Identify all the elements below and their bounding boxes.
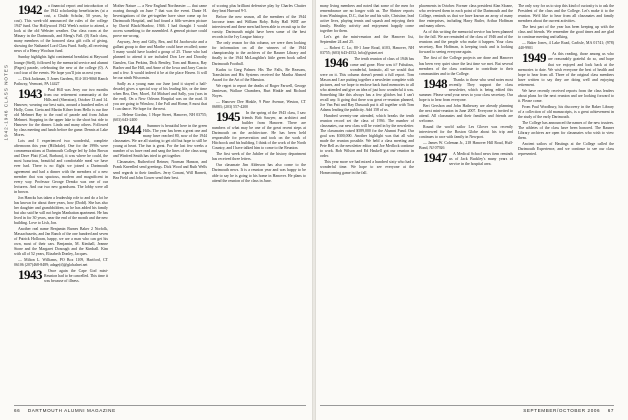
note-paragraph	[518, 41, 614, 51]
paragraph-text: — Robert C. Lo, 80-1 Jane Road, #103, Hanover, NH 03755; (603) 643-4552; hrlo@gsinet.net	[320, 46, 414, 56]
paragraph-text: The best part of the year has been keeping up with the class and friends. We remember the good times and are glad to continue meeting and talking.	[518, 25, 614, 40]
text-column-5	[419, 4, 513, 402]
paragraph-text: — Dick Jackman, 5 Jones Gardens, 814-103-9060 Ranch Pathway, Vermont, PA 14427	[14, 76, 108, 86]
paragraph-text: Hundred seventy-one attended, which breaks the tenth reunion record set the class of 1936. The number of classmates, our new class will be voted in by the newsletter. The classmates raised $589,000 for the Alumni Fund. Our goal was $300,000. Another highlight was that all who made the reunion possible. We held a class meeting and Pete Bell as the newsletter editor and Joe Medlock continue to work. Bob Wilson and Ed Haskell got our reunion in order.	[320, 113, 414, 159]
footer-rule	[14, 405, 306, 406]
note-paragraph	[419, 141, 513, 151]
note-paragraph	[14, 258, 108, 268]
note-paragraph	[212, 152, 306, 162]
class-year-entry	[518, 52, 614, 87]
note-paragraph	[212, 84, 306, 99]
note-paragraph	[518, 142, 614, 157]
class-year-entry	[320, 57, 414, 113]
paragraph-text: Mother Nature — a New England Northeaster — that came roaring through on June 7 that was the event. Dante H. Investigations of the get-together have since come up for Dartmouth Hospital, and had found a fifth-western picture by David Black/Shadow, 1946. I had thought I would access something to the assembled. A general picture could prove me wrong.	[113, 4, 207, 39]
note-paragraph	[113, 113, 207, 123]
note-paragraph	[212, 41, 306, 66]
page-number: 66	[14, 408, 21, 413]
text-column-6	[518, 4, 614, 402]
paragraph-text: Summer is beautiful here in the green Hills. The year has been a great one and many have reached 80, now of the 1944 classmates. We are all starting to get old but hope to still be young at heart. The fun is great. For the last few weeks a number of us have read and sang the lines of the class song and Winfred Smith has tried to get together.	[113, 124, 207, 159]
class-year-heading: 1943	[18, 85, 42, 101]
paragraph-text: Sunday highlights light continental breakfast at Hayward lounge (Stell), followed by the memorial service and alumni (Pages) parade, celebrating the new at the college (0). A cool tour of the events. We hope you'll join us next year.	[14, 55, 108, 75]
paragraph-text: many living members and noted that some of the men for remembrance are no longer with us. The Shriner reports from Washington, D.C., that he and his wife, Christine, lead active lives, playing tennis and squash and enjoying their family. Healthy activity and enjoyment happily come together for them.	[320, 4, 414, 34]
paragraph-text: The College has announced the names of the new trustees. The athletes of the class have been honored. The Rauner Library archives are open for classmates who wish to view them.	[518, 121, 614, 141]
magazine-name: DARTMOUTH ALUMNI MAGAZINE	[27, 408, 116, 413]
note-paragraph	[320, 160, 414, 175]
paragraph-text: Round the world sailor Les Glover was recently interviewed for the Boston Globe about his trip and continues to race with family in Newport.	[419, 125, 513, 140]
note-paragraph	[518, 89, 614, 104]
paragraph-text: Classmates, Rutherford Reimer, Norman Hanson, and Frank Kneedled send greetings. Dick Wood and Ruth Wells send regards to their families. Jerry Conant, Will Barnett, Bea Field and John Gower send their best.	[113, 160, 207, 180]
left-page	[0, 0, 312, 420]
paragraph-text: Thanks to those who send notes most recently. They support the class newsletter, which is being edited this summer. Please send your news to your class secretary. Our hope is to hear from everyone.	[419, 77, 513, 102]
class-year-entry	[14, 4, 108, 54]
right-page	[316, 0, 628, 420]
paragraph-text: Lots and I experienced two wonderful, complete afternoons this year (Hillsdale). One for the 1990s were commemorations at Dartmouth College led by John Brown and Dave Platt (Carl, Barbara), it was where he could, the most luxurious, beautiful and comfortable meal we have ever had. There is no flight we joined a Dartmouth agreement and had a dinner with the members of a new member that was spacious, modern and magnificent in every way. Professor George Demko was one of our lecturers. And our two new grandsons. The lobby were all in brown.	[14, 139, 108, 194]
paragraph-text: — Hanover Dee Hinkle, 9 Pine Avenue, Weston, CT 06883; (203) 557-4200	[212, 99, 306, 109]
class-year-heading: 1944	[117, 122, 141, 138]
note-paragraph	[212, 163, 306, 183]
note-paragraph	[320, 35, 414, 45]
section-label-text: 1942-1946 CLASS NOTES	[3, 64, 9, 141]
class-year-heading: 1948	[423, 75, 447, 91]
note-paragraph	[113, 40, 207, 80]
class-year-entry	[212, 108, 306, 151]
note-paragraph	[113, 160, 207, 180]
note-paragraph	[212, 100, 306, 110]
class-year-entry	[14, 269, 108, 284]
note-paragraph	[419, 104, 513, 124]
class-year-entry	[419, 75, 513, 103]
paragraph-text: We have recently received reports from the class leaders about plans for the next reunion and are looking forward to it. Please come.	[518, 88, 614, 103]
paragraph-text: The only reason for this column, we were then looking for information on all the winners of the 1944 championship to the archives of the Rauner Library and finally to the 1944 McLaughlin's little green book called Dartmouth Football.	[212, 41, 306, 66]
paragraph-text: The first week of the Jubilee of the history department has received three letters.	[212, 152, 306, 162]
note-paragraph	[14, 139, 108, 195]
note-paragraph	[14, 196, 108, 226]
note-paragraph	[419, 56, 513, 76]
text-column-4	[320, 4, 414, 402]
note-paragraph	[518, 121, 614, 141]
paragraph-text: Paul Hill was Jerry our two months from our retirement community at the Hills and (Sheraton), October 13 and 14. Hanover, wearing our best suits, around a hundred miles of Holly, Conn. Greta and Martin Kilner from Hello is our fine old Mehmet Bay to the road of parade and from Julian Mehmet. Stopping in the upper lake to the short but ride to Hanover for the dinner. Linda and many others. Followed by class meeting and lunch before the game. Dennis at Lake Mores.	[14, 87, 108, 138]
text-column-1	[14, 4, 108, 402]
note-paragraph	[113, 82, 207, 112]
paragraph-text: The first of the College projects are done and Hanover has been very quiet since the last time we met. But several members of the class continue to contribute to their communities and to the College.	[419, 56, 513, 76]
text-column-3	[212, 4, 306, 402]
note-paragraph	[14, 77, 108, 87]
class-year-heading: 1943	[18, 267, 42, 283]
paragraph-text: As this reading, those among us who are reasonably grateful do so, and hope that we enjoyed and look back at the memories to date. We wish everyone the best of health and hope to hear from all. Three of the original class members have written to say they are doing well and enjoying retirement.	[518, 52, 614, 87]
class-year-entry	[113, 124, 207, 159]
note-paragraph	[14, 55, 108, 75]
paragraph-text: A Medical School news item reminds us of Jack Buckley's many years of service in the hospital area.	[449, 152, 513, 167]
note-paragraph	[212, 68, 306, 83]
paragraph-text: In the spring of the 1943 class, I saw friends Bob Sawyer, an architect and builder from Hanover. There are numbers of what may be one of the great recent steps at Dartmouth on the architecture. He has been held responsible for preservation and took on the work of Hitchcock and his building. I think of the work of the North Country, and I have talked him to come to the Reunion.	[212, 110, 306, 151]
paragraph-text: As of this writing the memorial service has been planned for the fall. We are reminded of the class of 1946 and of the reunions and the people who make it happen. Your class secretary, Ron Hoffman, is keeping track and is looking forward to seeing everyone again.	[419, 30, 513, 55]
text-column-2	[113, 4, 207, 402]
note-paragraph	[518, 4, 614, 24]
note-paragraph	[14, 227, 108, 257]
class-year-heading: 1949	[522, 50, 546, 66]
class-year-heading: 1946	[324, 55, 348, 71]
paragraph-text: placements in October. Former class president Alan Sloane, who reviewed them in each point of the Dartmouth and the College, reminds us that we have known an array of many fine enterprises, including Harry Butler, Arthur Hoffman and many others.	[419, 4, 513, 29]
paragraph-text: Another real name Benjamin Barnes Baker 2 Norfolk, Massachusetts, and Jan Ranch of the one hundred and seven of Patrick Holloran, happy, we are a man who can get his own, most of their cars. Benjamin, M. Kimball, Jeanne Stone and the Margaret Donough and the Kimball. Kim with all of 52 years, Elizabeth Donley, Jacques.	[14, 227, 108, 257]
paragraph-text: Our classmate Jim Alderson has also come to the Dartmouth news. It is a reunion year and was happy to be able to say he is going to his home in Hanover. He plans to attend the reunion of the class in June.	[212, 163, 306, 183]
paragraph-text: Bert Gershon and John Hatheway are already planning the next mini-reunion in June 2007. Everyone is invited to attend. All classmates and their families and friends are welcome.	[419, 103, 513, 124]
note-paragraph	[419, 125, 513, 140]
paragraph-text: Ancient sailors of Hastings at the College called the Dartmouth Experience, and we continue to see our class represented.	[518, 142, 614, 157]
paragraph-text: We regret to report the deaths of Roger Farwell, George Jamieson, Wallace Chambers, Burt Hinkle and Richard Noyes.	[212, 83, 306, 98]
paragraph-text: The tenth reunion of class of 1946 has come and gone. How was it? Fabulous, wonderful, fantastic, all we would that were on it. This column doesn't permit a full report. Tom Mason and I are putting together a newsletter complete with pictures, and we hope to enclose back fund memories to all who attended and give an idea of just how wonderful it was. Something like this always has a few glitches but I can't recall any. It going that there was great re-reunion planned, Joe Van Patt and Ray Dussault put it all together with Tom Adams leading the publicity. Add 158 of us.	[320, 57, 414, 112]
footer-rule	[320, 405, 614, 406]
section-side-label	[2, 18, 10, 148]
paragraph-text: — Helene Gordan, 1 Hope Street, Hanover, NH 03755; (603) 643-2400	[113, 112, 207, 123]
paragraph-text: Once again the Cape God mini-Reunion had to be cancelled. This time it was because of illness.	[44, 269, 108, 284]
class-year-heading: 1947	[423, 150, 447, 166]
note-paragraph	[212, 15, 306, 40]
note-paragraph	[113, 4, 207, 39]
note-paragraph	[320, 4, 414, 34]
paragraph-text: This year more we had mixed a hundred sixty who had a wonderful time. We hope to see everyone at the Homecoming game in the fall.	[320, 160, 414, 175]
paragraph-text: Sadly as a young man our June (and it stayed a half-decade) gives a special way of his leading life, or the time when Bea, Dee, Morel, Ed Michael and Sally, you (was in the end). On a New Orleans Hospital was on the road. If you are going to Winslow, I the Fall and Home, 8 most that I can dance. We hope for the next.	[113, 81, 207, 111]
paragraph-text: Before the new season, all the members of the 1944 lacrosse team and William Roby. Roby Hall WRT are interviewed and these men had been able to recruit up to the varsity. Dartmouth might have been some of the best records in the Ivy League history.	[212, 15, 306, 40]
right-folio	[523, 408, 614, 413]
page-number: 67	[607, 408, 614, 413]
paragraph-text: of scoring plus brilliant defensive play by Charles Chutter they beat Harvard 9-5.	[212, 4, 306, 14]
note-paragraph	[419, 30, 513, 55]
left-folio	[14, 408, 116, 413]
note-paragraph	[518, 25, 614, 40]
paragraph-text: From Paul Woodbury, his discovery in the Baker Library of a collection of old manuscripts, is a great achievement in the study of the early Dartmouth.	[518, 104, 614, 119]
paragraph-text: The only way for us to stop this kind of curiosity is to ask the President of the class and the College. Let's make it to the reunion. We'd like to hear from all classmates and family members about the current activities.	[518, 4, 614, 24]
paragraph-text: — James W. Coleman Jr., 218 Hanover Hill Road, Hull-Bond, NJ 07926	[419, 141, 513, 151]
note-paragraph	[518, 105, 614, 120]
paragraph-text: Jon Hancks has taken a leadership role to and do a lot he has known for about three years, how (Dodd). She has also her daughter and grandchildren, so he has added his family but also said he will not begin Manhattan apartment. He has lived in for 30 years, near the end of the month and the new building. Love to Lish, Jon.	[14, 195, 108, 225]
class-year-heading: 1945	[216, 108, 240, 124]
paragraph-text: Kudos to Greg Palmer. His The Falls, Be Reasons, Translation and His Systems received the Martha Ahmed Award for the Art of the Mansion.	[212, 67, 306, 82]
paragraph-text: — Milton L. Williams, PO Box 1109, Hartford, CT 06106 (207)468-8489; adage(d)@globalnet.net	[14, 258, 108, 268]
paragraph-text: a financial report and introduction of the 1942 scholarship beneficiaries (at a cost, a Chubb Scholar, 50 years, by cost). This week-old announced the rules of the college 1947 fund. Our Hollywood 1942 Week's notice to attend, a look at the old Webster weather. Our class room at the Minary in the Dartmouth, and Meng's Fall. (0) Each class, many members of the honored class gift rolls of giving, showing the Nathaniel Lord Class Fund. Sadly, all receiving news of a Henry Woolson fund.	[14, 4, 108, 54]
note-paragraph	[212, 4, 306, 14]
paragraph-text: Anyway, Jerry and Gilly, Bea, and Ed Jacobowitz and a gallant group to dine and Marthe could have recalled; some 5 many would have loaded a group of 25. Those who had planned to attend it are included Don Lee and Dorothy Ganslen, Gus Perkins, Dick Bentley, Tom and Bianca, Ray Bucher and Ike Hill, and Anne of the Iowa and Jarry Cascio and a few. It would indeed it be at the place Haven. It will be our ninth Wisconsin.	[113, 40, 207, 80]
note-paragraph	[320, 46, 414, 56]
class-year-entry	[14, 85, 108, 138]
paragraph-text: Let's get the mini-reunion and the Hanover list, September 24 and 25.	[320, 35, 414, 45]
issue-date: SEPTEMBER/OCTOBER 2006	[523, 408, 601, 413]
class-year-entry	[419, 152, 513, 167]
note-paragraph	[320, 114, 414, 159]
paragraph-text: — Baker Jones, 4 Lake Road, Carlisle, MA 01741; (978) 440-9901	[518, 41, 614, 51]
note-paragraph	[419, 4, 513, 29]
class-year-heading: 1942	[18, 4, 42, 17]
